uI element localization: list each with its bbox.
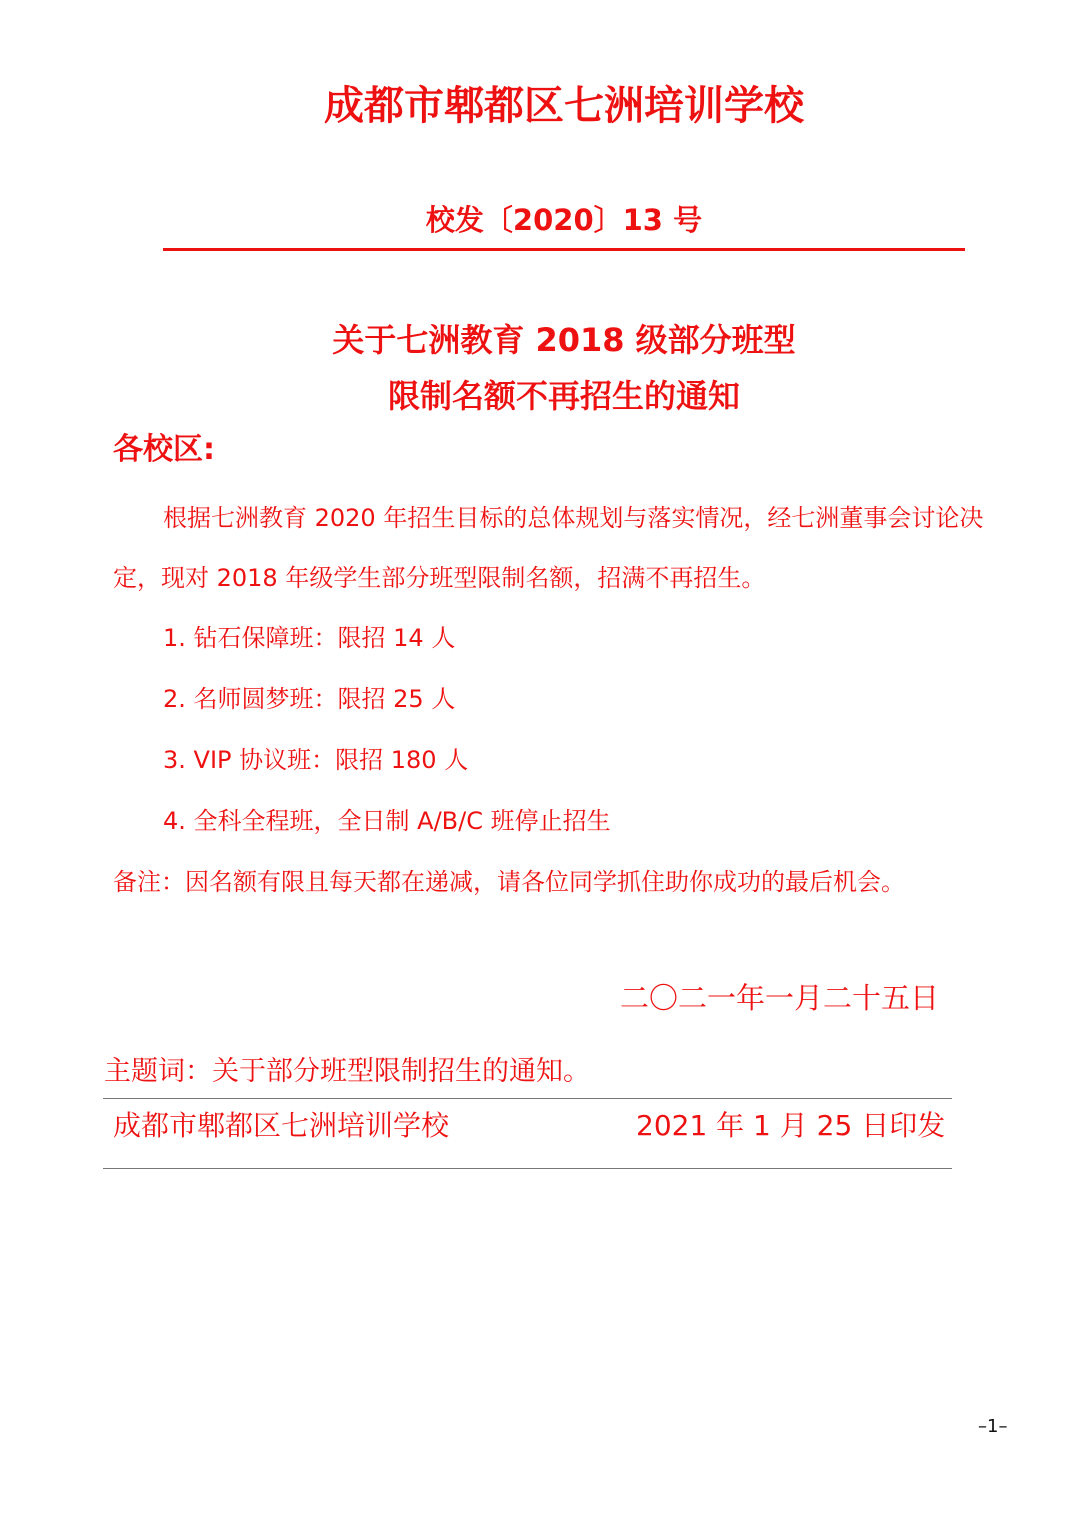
remark: 备注：因名额有限且每天都在递减，请各位同学抓住助你成功的最后机会。 [113,868,905,896]
list-item-diamond-class: 1. 钻石保障班：限招 14 人 [163,624,456,652]
page-number: –1– [978,1416,1008,1437]
list-item-famous-teacher-class: 2. 名师圆梦班：限招 25 人 [163,685,456,713]
footer-organization: 成都市郫都区七洲培训学校 [113,1109,450,1142]
organization-title: 成都市郫都区七洲培训学校 [324,83,804,129]
paragraph-line-2: 定，现对 2018 年级学生部分班型限制名额，招满不再招生。 [113,564,766,592]
footer-print-date: 2021 年 1 月 25 日印发 [636,1109,946,1142]
issue-date: 二〇二一年一月二十五日 [620,981,940,1015]
notice-title-line-2: 限制名额不再招生的通知 [387,377,740,415]
list-item-full-course-class: 4. 全科全程班，全日制 A/B/C 班停止招生 [163,807,611,835]
document-number: 校发〔2020〕13 号 [425,203,703,237]
list-item-vip-class: 3. VIP 协议班：限招 180 人 [163,746,469,774]
salutation: 各校区: [113,432,215,467]
footer-divider-bottom [103,1168,952,1169]
notice-title-line-1: 关于七洲教育 2018 级部分班型 [332,321,796,359]
paragraph-line-1: 根据七洲教育 2020 年招生目标的总体规划与落实情况，经七洲董事会讨论决 [163,504,984,532]
subject-keywords: 主题词：关于部分班型限制招生的通知。 [104,1056,590,1087]
header-divider [163,248,965,251]
footer-divider-top [103,1098,952,1099]
